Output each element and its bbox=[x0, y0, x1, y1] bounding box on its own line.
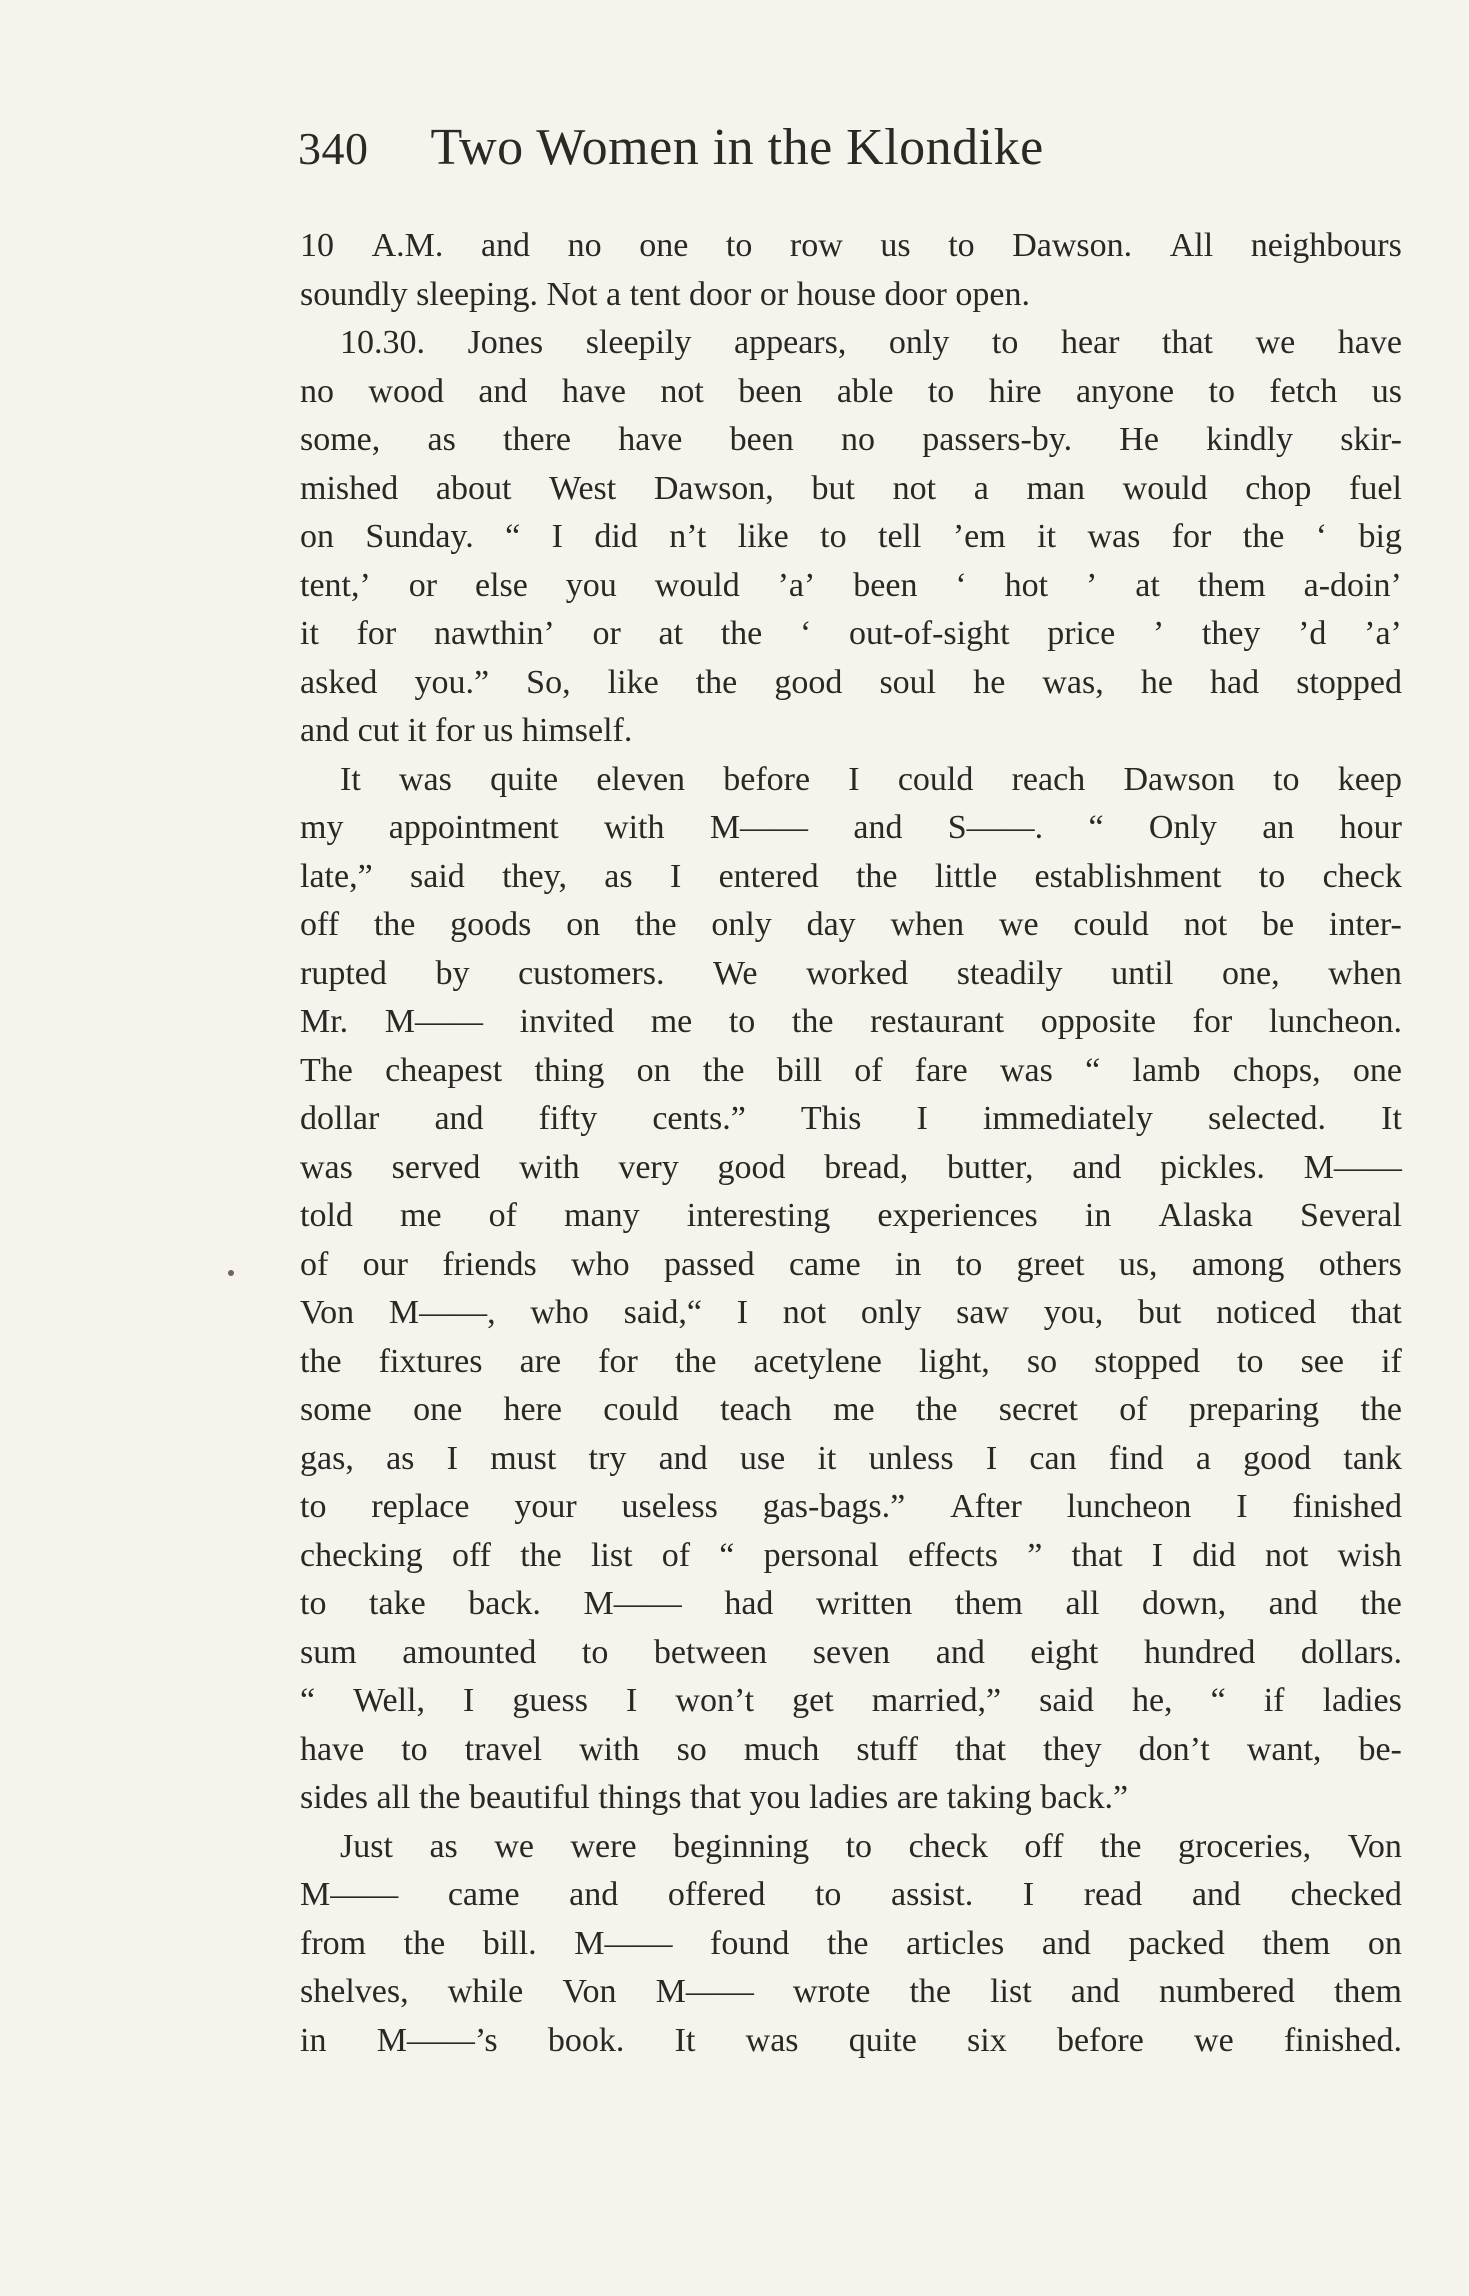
text-line: “ Well, I guess I won’t get married,” said he, “ if ladies bbox=[300, 1682, 1402, 1719]
page-number: 340 bbox=[298, 123, 369, 174]
text-line: told me of many interesting experiences in Alaska Several bbox=[300, 1197, 1402, 1234]
text-line: no wood and have not been able to hire anyone to fetch us bbox=[300, 372, 1402, 410]
text-line: asked you.” So, like the good soul he was, he had stopped bbox=[300, 663, 1402, 701]
text-line: Just as we were beginning to check off the groceries, Von bbox=[340, 1827, 1402, 1865]
text-line: mished about West Dawson, but not a man would chop fuel bbox=[300, 469, 1402, 507]
text-line: to take back. M—— had written them all down, and the bbox=[300, 1585, 1402, 1622]
text-line: in M——’s book. It was quite six before we finished. bbox=[300, 2021, 1402, 2059]
text-line: rupted by customers. We worked steadily until one, when bbox=[300, 954, 1402, 992]
body-text bbox=[300, 222, 1402, 2065]
text-line: the fixtures are for the acetylene light, so stopped to see if bbox=[300, 1342, 1402, 1380]
text-line: gas, as I must try and use it unless I can find a good tank bbox=[300, 1439, 1402, 1477]
book-title: Two Women in the Klondike bbox=[430, 119, 1044, 176]
text-line: from the bill. M—— found the articles and packed them on bbox=[300, 1924, 1402, 1962]
margin-mark bbox=[228, 1270, 234, 1276]
text-line: my appointment with M—— and S——. “ Only an hour bbox=[300, 809, 1402, 846]
text-line: tent,’ or else you would ’a’ been ‘ hot ’ at them a-doin’ bbox=[300, 566, 1402, 604]
text-line: some one here could teach me the secret of preparing the bbox=[300, 1391, 1402, 1428]
text-line: have to travel with so much stuff that they don’t want, be- bbox=[300, 1730, 1402, 1768]
text-line: late,” said they, as I entered the little establishment to check bbox=[300, 857, 1402, 895]
text-line: checking off the list of “ personal effects ” that I did not wish bbox=[300, 1536, 1402, 1574]
text-line: sides all the beautiful things that you ladies are taking back.” bbox=[300, 1779, 1129, 1816]
text-line: some, as there have been no passers-by. He kindly skir- bbox=[300, 421, 1402, 458]
text-line: It was quite eleven before I could reach Dawson to keep bbox=[340, 760, 1402, 798]
text-line: and cut it for us himself. bbox=[300, 712, 633, 749]
text-line: M—— came and offered to assist. I read and checked bbox=[300, 1876, 1402, 1913]
text-line: to replace your useless gas-bags.” After luncheon I finished bbox=[300, 1488, 1402, 1525]
text-line: 10.30. Jones sleepily appears, only to hear that we have bbox=[340, 324, 1402, 361]
text-line: 10 A.M. and no one to row us to Dawson. All neighbours bbox=[300, 227, 1402, 264]
text-line: off the goods on the only day when we could not be inter- bbox=[300, 906, 1402, 943]
text-line: Mr. M—— invited me to the restaurant opposite for luncheon. bbox=[300, 1003, 1402, 1040]
text-line: on Sunday. “ I did n’t like to tell ’em it was for the ‘ big bbox=[300, 518, 1402, 555]
text-line: Von M——, who said,“ I not only saw you, but noticed that bbox=[300, 1294, 1402, 1331]
text-line: dollar and fifty cents.” This I immediately selected. It bbox=[300, 1100, 1402, 1137]
text-line: of our friends who passed came in to greet us, among others bbox=[300, 1245, 1402, 1283]
text-line: soundly sleeping. Not a tent door or house door open. bbox=[300, 275, 1030, 313]
text-line: was served with very good bread, butter, and pickles. M—— bbox=[300, 1148, 1402, 1186]
text-line: it for nawthin’ or at the ‘ out-of-sight price ’ they ’d ’a’ bbox=[300, 615, 1402, 652]
text-line: sum amounted to between seven and eight hundred dollars. bbox=[300, 1633, 1402, 1671]
text-line: shelves, while Von M—— wrote the list and numbered them bbox=[300, 1973, 1402, 2010]
running-head bbox=[298, 118, 1228, 188]
text-line: The cheapest thing on the bill of fare was “ lamb chops, one bbox=[300, 1051, 1402, 1089]
